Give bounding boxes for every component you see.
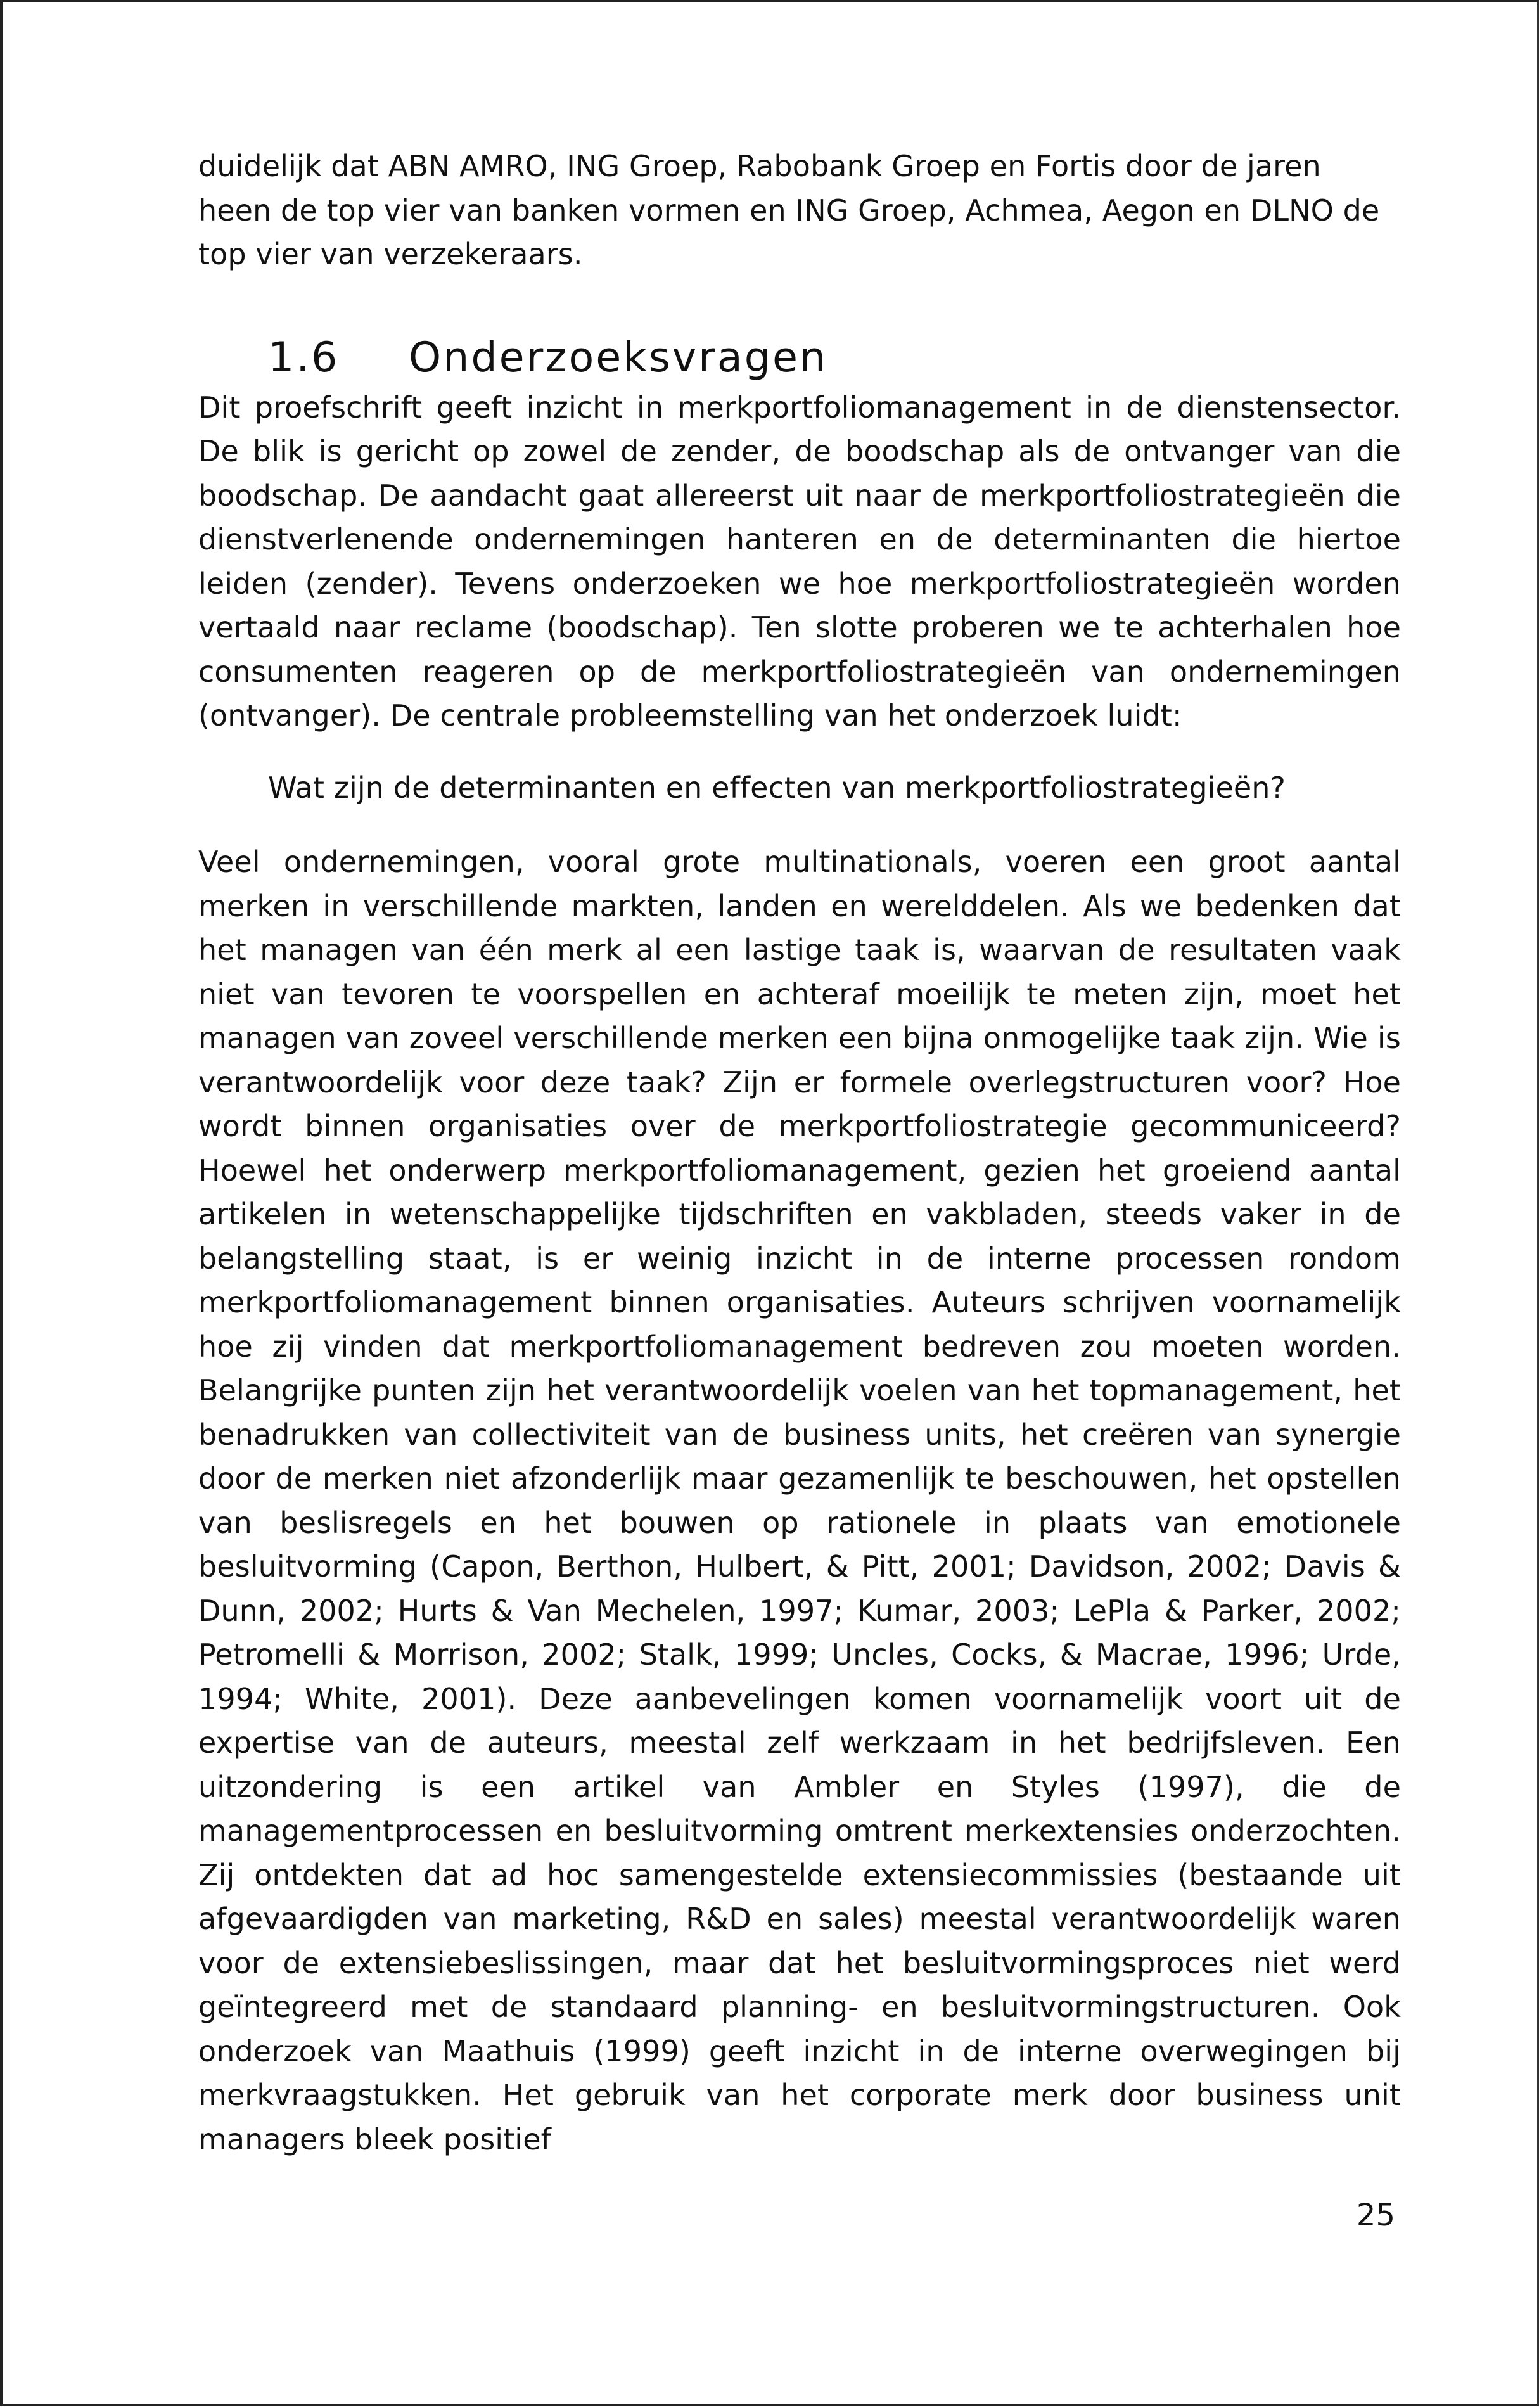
- section-heading: [268, 333, 1401, 383]
- section-intro-paragraph: Dit proefschrift geeft inzicht in merkportfoliomanagement in de dienstensector. De blik is gericht op zowel de zender, de boodschap als de ontvanger van die boodschap. De aandacht gaat allereerst uit naar de merkportfoliostrategieën die dienstverlenende ondernemingen hanteren en de determinanten die hiertoe leiden (zender). Tevens onderzoeken we hoe merkportfoliostrategieën worden vertaald naar reclame (boodschap). Ten slotte proberen we te achterhalen hoe consumenten reageren op de merkportfoliostrategieën van ondernemingen (ontvanger). De centrale probleemstelling van het onderzoek luidt:: [198, 390, 1401, 733]
- section-number: 1.6: [268, 333, 340, 381]
- page-number: 25: [1356, 2198, 1395, 2233]
- central-research-question: Wat zijn de determinanten en effecten van merkportfoliostrategieën?: [268, 770, 1286, 805]
- intro-paragraph: duidelijk dat ABN AMRO, ING Groep, Rabobank Groep en Fortis door de jaren heen de top vier van banken vormen en ING Groep, Achmea, Aegon en DLNO de top vier van verzekeraars.: [198, 149, 1380, 271]
- page-body: [198, 144, 1401, 2161]
- section-title: Onderzoeksvragen: [409, 333, 828, 381]
- main-discussion-paragraph: Veel ondernemingen, vooral grote multinationals, voeren een groot aantal merken in verschillende markten, landen en werelddelen. Als we bedenken dat het managen van één merk al een lastige taak is, waarvan de resultaten vaak niet van tevoren te voorspellen en achteraf moeilijk te meten zijn, moet het managen van zoveel verschillende merken een bijna onmogelijke taak zijn. Wie is verantwoordelijk voor deze taak? Zijn er formele overlegstructuren voor? Hoe wordt binnen organisaties over de merkportfoliostrategie gecommuniceerd? Hoewel het onderwerp merkportfoliomanagement, gezien het groeiend aantal artikelen in wetenschappelijke tijdschriften en vakbladen, steeds vaker in de belangstelling staat, is er weinig inzicht in de interne processen rondom merkportfoliomanagement binnen organisaties. Auteurs schrijven voornamelijk hoe zij vinden dat merkportfoliomanagement bedreven zou moeten worden. Belangrijke punten zijn het verantwoordelijk voelen van het topmanagement, het benadrukken van collectiviteit van de business units, het creëren van synergie door de merken niet afzonderlijk maar gezamenlijk te beschouwen, het opstellen van beslisregels en het bouwen op rationele in plaats van emotionele besluitvorming (Capon, Berthon, Hulbert, & Pitt, 2001; Davidson, 2002; Davis & Dunn, 2002; Hurts & Van Mechelen, 1997; Kumar, 2003; LePla & Parker, 2002; Petromelli & Morrison, 2002; Stalk, 1999; Uncles, Cocks, & Macrae, 1996; Urde, 1994; White, 2001). Deze aanbevelingen komen voornamelijk voort uit de expertise van de auteurs, meestal zelf werkzaam in het bedrijfsleven. Een uitzondering is een artikel van Ambler en Styles (1997), die de managementprocessen en besluitvorming omtrent merkextensies onderzochten. Zij ontdekten dat ad hoc samengestelde extensiecommissies (bestaande uit afgevaardigden van marketing, R&D en sales) meestal verantwoordelijk waren voor de extensiebeslissingen, maar dat het besluitvormingsproces niet werd geïntegreerd met de standaard planning- en besluitvormingstructuren. Ook onderzoek van Maathuis (1999) geeft inzicht in de interne overwegingen bij merkvraagstukken. Het gebruik van het corporate merk door business unit managers bleek positief: [198, 845, 1401, 2156]
